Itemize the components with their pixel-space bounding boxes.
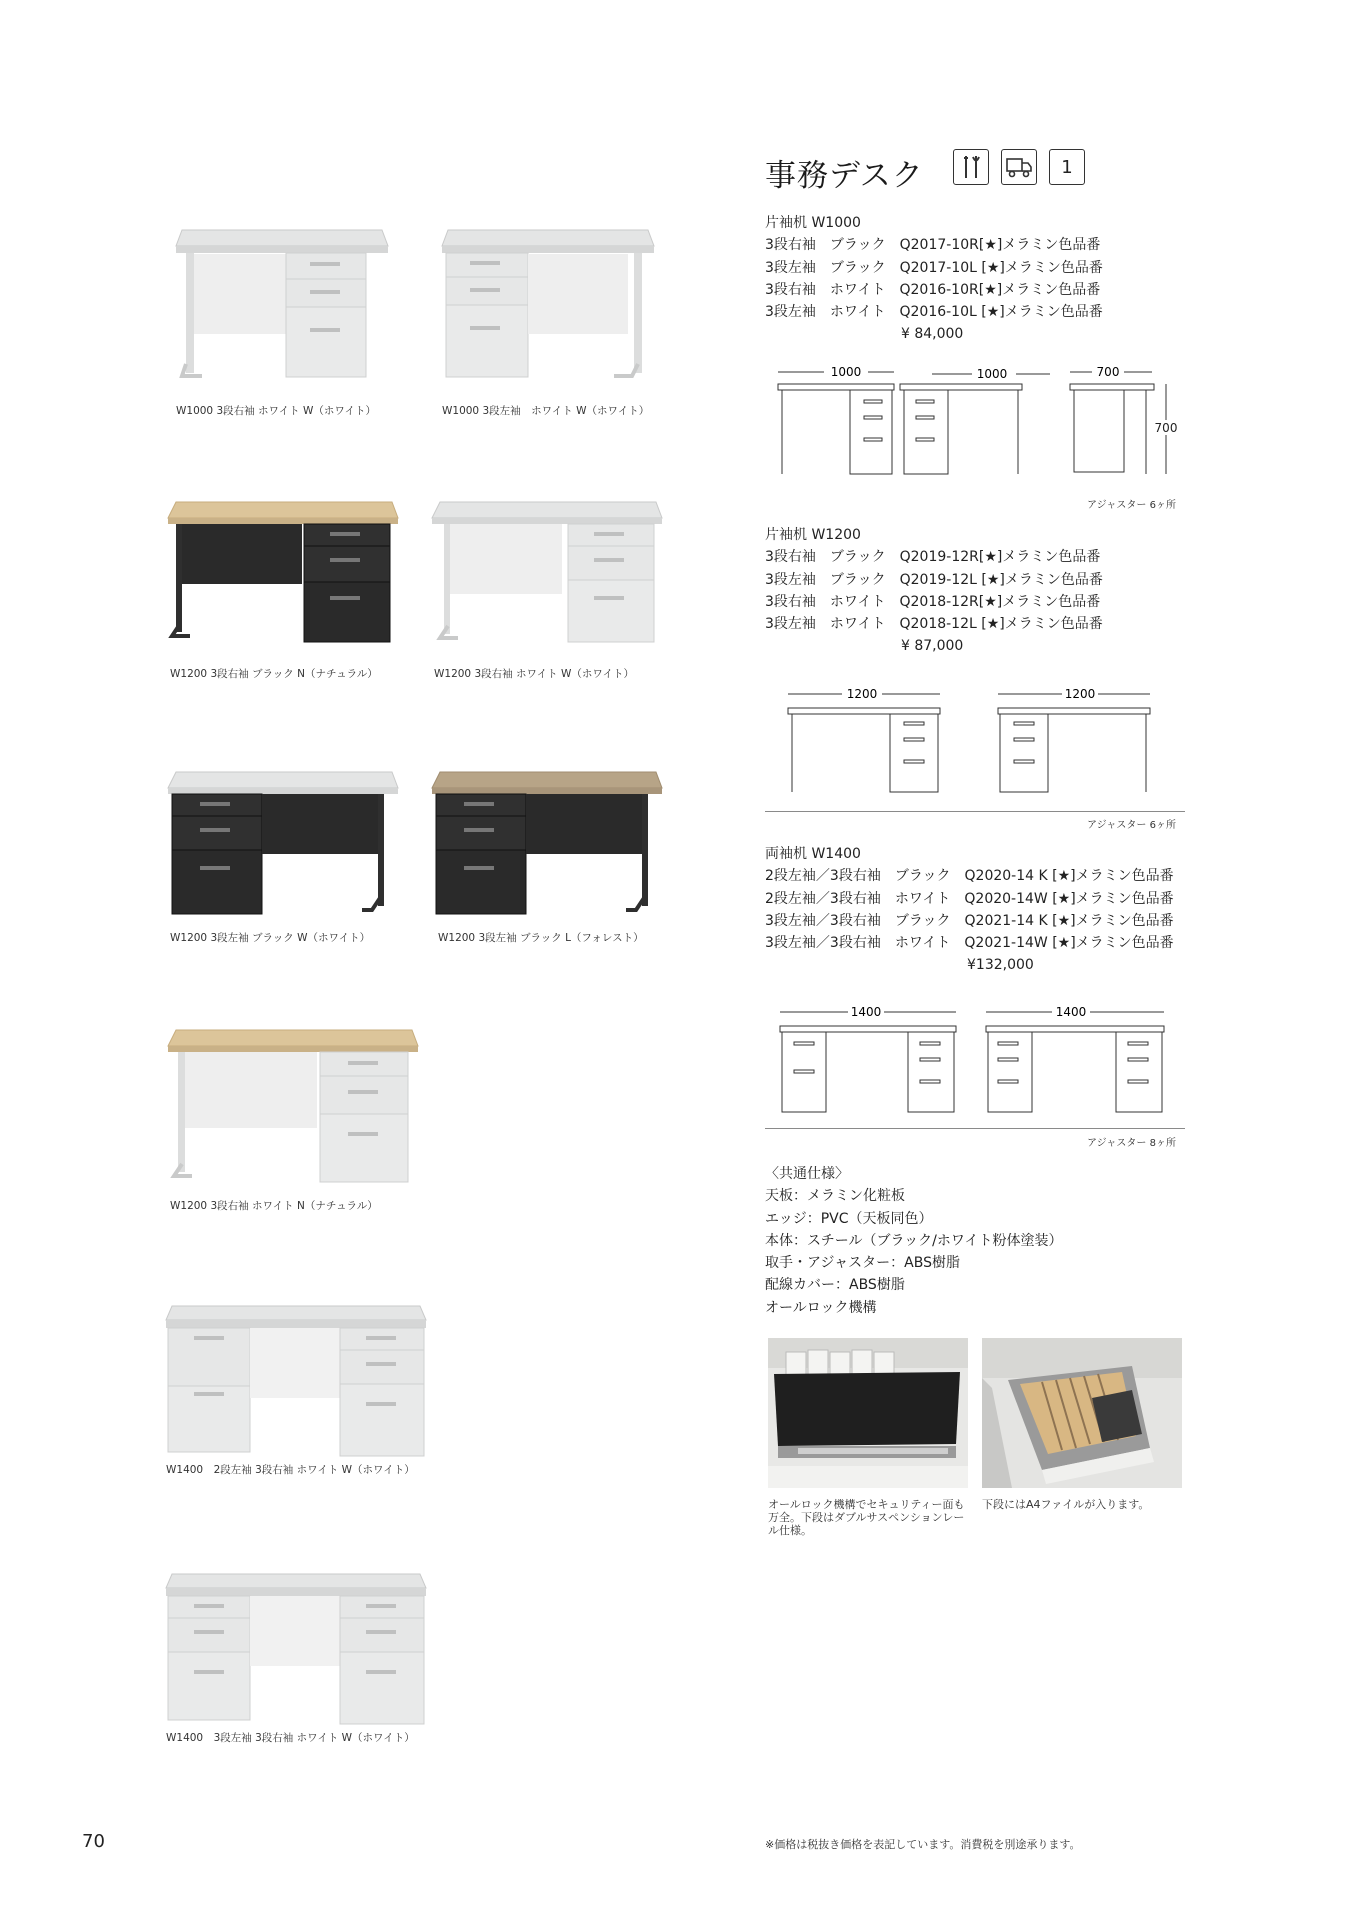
page-title: 事務デスク	[765, 158, 924, 194]
dimension-label: 1400	[1055, 1005, 1087, 1019]
spec-w1000	[765, 212, 1103, 346]
spec-row: 3段左袖 ブラック Q2019-12L [★]メラミン色品番	[765, 571, 1103, 588]
spec-row: 3段右袖 ホワイト Q2016-10R[★]メラミン色品番	[765, 281, 1101, 298]
number-box-label: 1	[1061, 156, 1073, 178]
product-caption: W1200 3段左袖 ブラック W（ホワイト）	[170, 932, 371, 944]
spec-row: 3段右袖 ブラック Q2017-10R[★]メラミン色品番	[765, 237, 1101, 254]
spec-row: 2段左袖／3段右袖 ブラック Q2020-14 K [★]メラミン色品番	[765, 868, 1174, 885]
spec-price: ¥ 87,000	[901, 638, 964, 655]
dimension-label: 700	[1096, 365, 1120, 379]
dimension-drawing-w1200	[780, 684, 1160, 794]
detail-photo-file-drawer	[982, 1338, 1182, 1488]
desk-photo-w1000-right-white	[172, 224, 392, 384]
spec-row: 3段右袖 ブラック Q2019-12R[★]メラミン色品番	[765, 549, 1101, 566]
dimension-label: 1200	[846, 687, 878, 701]
detail-note-file: 下段にはA4ファイルが入ります。	[982, 1498, 1150, 1511]
spec-row: 3段左袖 ホワイト Q2016-10L [★]メラミン色品番	[765, 304, 1103, 321]
desk-photo-w1400-2left-3right-white	[164, 1302, 428, 1462]
spec-row: 3段左袖／3段右袖 ブラック Q2021-14 K [★]メラミン色品番	[765, 912, 1174, 929]
spec-heading: 両袖机 W1400	[765, 846, 861, 862]
section-divider	[765, 1128, 1185, 1129]
spec-price: ¥ 84,000	[901, 326, 964, 343]
page-number: 70	[82, 1831, 105, 1852]
tax-footnote: ※価格は税抜き価格を表記しています。消費税を別途承ります。	[765, 1838, 1081, 1851]
dimension-label: 1400	[850, 1005, 882, 1019]
desk-photo-w1400-3left-3right-white	[164, 1570, 428, 1730]
common-item: 配線カバー：ABS樹脂	[765, 1277, 905, 1294]
title-icon-group	[953, 149, 1085, 185]
adjuster-note: アジャスター 6ヶ所	[1087, 820, 1176, 831]
common-item: 本体：スチール（ブラック/ホワイト粉体塗装）	[765, 1232, 1063, 1249]
common-spec	[765, 1163, 1062, 1319]
common-item: 天板：メラミン化粧板	[765, 1188, 905, 1205]
spec-heading: 片袖机 W1200	[765, 527, 861, 543]
common-item: 取手・アジャスター：ABS樹脂	[765, 1255, 960, 1272]
desk-photo-w1200-left-black-forest	[430, 766, 664, 926]
section-divider	[765, 811, 1185, 812]
desk-photo-w1200-left-black-white	[166, 766, 400, 926]
desk-photo-w1200-right-white	[430, 496, 664, 656]
common-item: エッジ：PVC（天板同色）	[765, 1210, 933, 1227]
spec-w1400	[765, 843, 1174, 977]
spec-heading: 片袖机 W1000	[765, 215, 861, 231]
number-box-icon	[1049, 149, 1085, 185]
dimension-label: 1000	[830, 365, 862, 379]
product-caption: W1000 3段右袖 ホワイト W（ホワイト）	[176, 405, 377, 417]
dimension-label: 1000	[976, 367, 1008, 381]
spec-row: 2段左袖／3段右袖 ホワイト Q2020-14W [★]メラミン色品番	[765, 890, 1174, 907]
spec-row: 3段左袖 ブラック Q2017-10L [★]メラミン色品番	[765, 259, 1103, 276]
dimension-label: 700	[1154, 421, 1178, 435]
adjuster-note: アジャスター 6ヶ所	[1087, 500, 1176, 511]
spec-row: 3段左袖 ホワイト Q2018-12L [★]メラミン色品番	[765, 616, 1103, 633]
dimension-drawing-w1000	[770, 362, 1180, 482]
dimension-drawing-w1400	[772, 1002, 1172, 1114]
delivery-truck-icon	[1001, 149, 1037, 185]
spec-row: 3段左袖／3段右袖 ホワイト Q2021-14W [★]メラミン色品番	[765, 935, 1174, 952]
spec-price: ¥132,000	[967, 957, 1034, 974]
tools-icon	[953, 149, 989, 185]
dimension-label: 1200	[1064, 687, 1096, 701]
common-item: オールロック機構	[765, 1299, 877, 1316]
desk-photo-w1000-left-white	[438, 224, 658, 384]
product-caption: W1000 3段左袖 ホワイト W（ホワイト）	[442, 405, 650, 417]
product-caption: W1200 3段右袖 ホワイト W（ホワイト）	[434, 668, 635, 680]
adjuster-note: アジャスター 8ヶ所	[1087, 1138, 1176, 1149]
spec-row: 3段右袖 ホワイト Q2018-12R[★]メラミン色品番	[765, 593, 1101, 610]
spec-w1200	[765, 524, 1103, 658]
product-caption: W1200 3段右袖 ブラック N（ナチュラル）	[170, 668, 378, 680]
desk-photo-w1200-right-white-natural	[166, 1024, 420, 1190]
desk-photo-w1200-right-black-natural	[166, 496, 400, 656]
common-heading: 〈共通仕様〉	[765, 1166, 849, 1182]
product-caption: W1400 3段左袖 3段右袖 ホワイト W（ホワイト）	[166, 1732, 415, 1744]
product-caption: W1200 3段左袖 ブラック L（フォレスト）	[438, 932, 644, 944]
product-caption: W1200 3段右袖 ホワイト N（ナチュラル）	[170, 1200, 378, 1212]
product-caption: W1400 2段左袖 3段右袖 ホワイト W（ホワイト）	[166, 1464, 415, 1476]
detail-photo-lock-drawer	[768, 1338, 968, 1488]
detail-note-lock: オールロック機構でセキュリティー面も万全。下段はダブルサスペンションレール仕様。	[768, 1498, 965, 1537]
